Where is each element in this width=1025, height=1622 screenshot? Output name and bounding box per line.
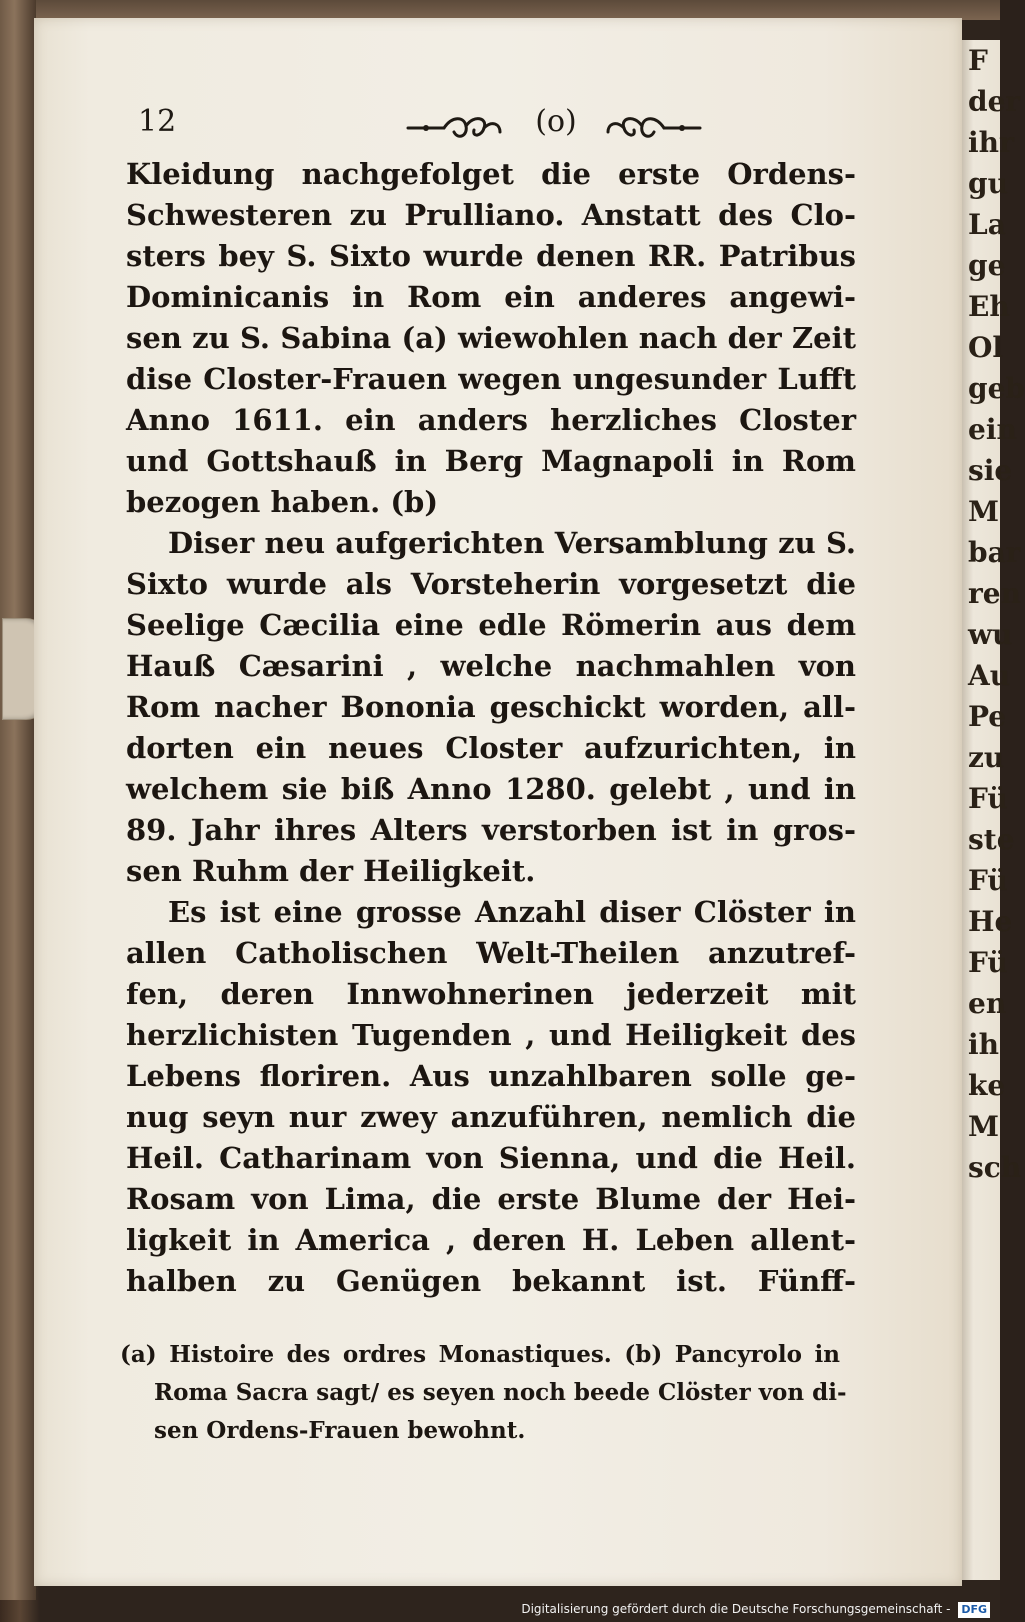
text-line: nug seyn nur zwey anzuführen, nemlich die xyxy=(126,1100,856,1134)
facing-page-fragment: ge xyxy=(968,249,1006,282)
body-text xyxy=(126,154,856,1302)
facing-page-fragment: zu xyxy=(968,741,1005,774)
text-line-with-catchword: halben zu Genügen bekannt ist. Fünff- xyxy=(126,1264,856,1298)
facing-page-fragment: ein xyxy=(968,413,1017,446)
text-line: bezogen haben. (b) xyxy=(126,485,439,519)
facing-page-fragment: Fü xyxy=(968,782,1008,815)
digitization-credit xyxy=(517,1598,994,1620)
text-line: Heil. Catharinam von Sienna, und die Heil. xyxy=(126,1141,856,1175)
dfg-logo: DFG xyxy=(958,1602,990,1618)
text-line: Anno 1611. ein anders herzliches Closter xyxy=(126,403,856,437)
text-line: Rom nacher Bononia geschickt worden, all- xyxy=(126,690,856,724)
text-line: sters bey S. Sixto wurde denen RR. Patribus xyxy=(126,239,856,273)
facing-page-fragment: ren xyxy=(968,577,1021,610)
footnote-line: Roma Sacra sagt/ es seyen noch beede Clöster von di- xyxy=(154,1379,847,1406)
facing-page-fragment: en xyxy=(968,987,1007,1020)
text-line: fen, deren Innwohnerinen jederzeit mit xyxy=(126,977,856,1011)
text-line: dise Closter-Frauen wegen ungesunder Lufft xyxy=(126,362,856,396)
credit-text: Digitalisierung gefördert durch die Deutsche Forschungsgemeinschaft - xyxy=(521,1602,951,1616)
facing-page-fragment: M xyxy=(968,495,999,528)
text-line: allen Catholischen Welt-Theilen anzutref- xyxy=(126,936,856,970)
text-line: Rosam von Lima, die erste Blume der Hei- xyxy=(126,1182,856,1216)
text-line: Es ist eine grosse Anzahl diser Clöster in xyxy=(168,895,856,929)
facing-page-fragment: der xyxy=(968,85,1021,118)
facing-page-fragment: F xyxy=(968,44,988,77)
facing-page-fragment: wu xyxy=(968,618,1013,651)
facing-page-fragment: sch xyxy=(968,1151,1022,1184)
facing-page-fragment: Pe xyxy=(968,700,1007,733)
text-line: und Gottshauß in Berg Magnapoli in Rom xyxy=(126,444,856,478)
facing-page-fragment: Fü xyxy=(968,864,1008,897)
facing-page-fragment: bar xyxy=(968,536,1021,569)
text-line: Kleidung nachgefolget die erste Ordens- xyxy=(126,157,856,191)
text-line: sen Ruhm der Heiligkeit. xyxy=(126,854,536,888)
footnote-line: (a) Histoire des ordres Monastiques. (b) Pancyrolo in xyxy=(120,1341,840,1368)
facing-page-fragment: ste xyxy=(968,823,1015,856)
facing-page-fragment: La xyxy=(968,208,1006,241)
text-line: welchem sie biß Anno 1280. gelebt , und in xyxy=(126,772,856,806)
facing-page-fragment: M xyxy=(968,1110,999,1143)
facing-page-fragment: ihr xyxy=(968,126,1014,159)
header-mark: (o) xyxy=(535,104,577,139)
facing-page-fragment: Au xyxy=(968,659,1011,692)
page-number: 12 xyxy=(138,104,177,139)
text-line: Seelige Cæcilia eine edle Römerin aus dem xyxy=(126,608,856,642)
facing-page-fragment: Ol xyxy=(968,331,1004,364)
text-line: Hauß Cæsarini , welche nachmahlen von xyxy=(126,649,856,683)
footnotes xyxy=(120,1336,847,1450)
facing-page-fragment: sie xyxy=(968,454,1013,487)
text-line: sen zu S. Sabina (a) wiewohlen nach der Zeit xyxy=(126,321,856,355)
text-line: herzlichisten Tugenden , und Heiligkeit des xyxy=(126,1018,856,1052)
text-line: Schwesteren zu Prulliano. Anstatt des Clo- xyxy=(126,198,856,232)
facing-page-fragment: He xyxy=(968,905,1013,938)
facing-page-edge xyxy=(962,40,1025,1580)
footnote-line: sen Ordens-Frauen bewohnt. xyxy=(154,1417,526,1444)
page-header xyxy=(138,104,868,148)
text-line: dorten ein neues Closter aufzurichten, in xyxy=(126,731,856,765)
text-line: Diser neu aufgerichten Versamblung zu S. xyxy=(168,526,856,560)
book-cover-top-edge xyxy=(0,0,1000,20)
facing-page-fragment: Eh xyxy=(968,290,1010,323)
text-line: Dominicanis in Rom ein anderes angewi- xyxy=(126,280,856,314)
text-line: Sixto wurde als Vorsteherin vorgesetzt die xyxy=(126,567,856,601)
text-line: ligkeit in America , deren H. Leben allent- xyxy=(126,1223,856,1257)
facing-page-fragment: gu xyxy=(968,167,1008,200)
facing-page-fragment: ih xyxy=(968,1028,999,1061)
text-line: 89. Jahr ihres Alters verstorben ist in gros- xyxy=(126,813,856,847)
book-cover-left-edge xyxy=(0,0,36,1600)
facing-page-fragment: Fü xyxy=(968,946,1008,979)
text-line: Lebens floriren. Aus unzahlbaren solle ge- xyxy=(126,1059,856,1093)
facing-page-fragment: geb xyxy=(968,372,1025,405)
facing-page-fragment: ke xyxy=(968,1069,1006,1102)
